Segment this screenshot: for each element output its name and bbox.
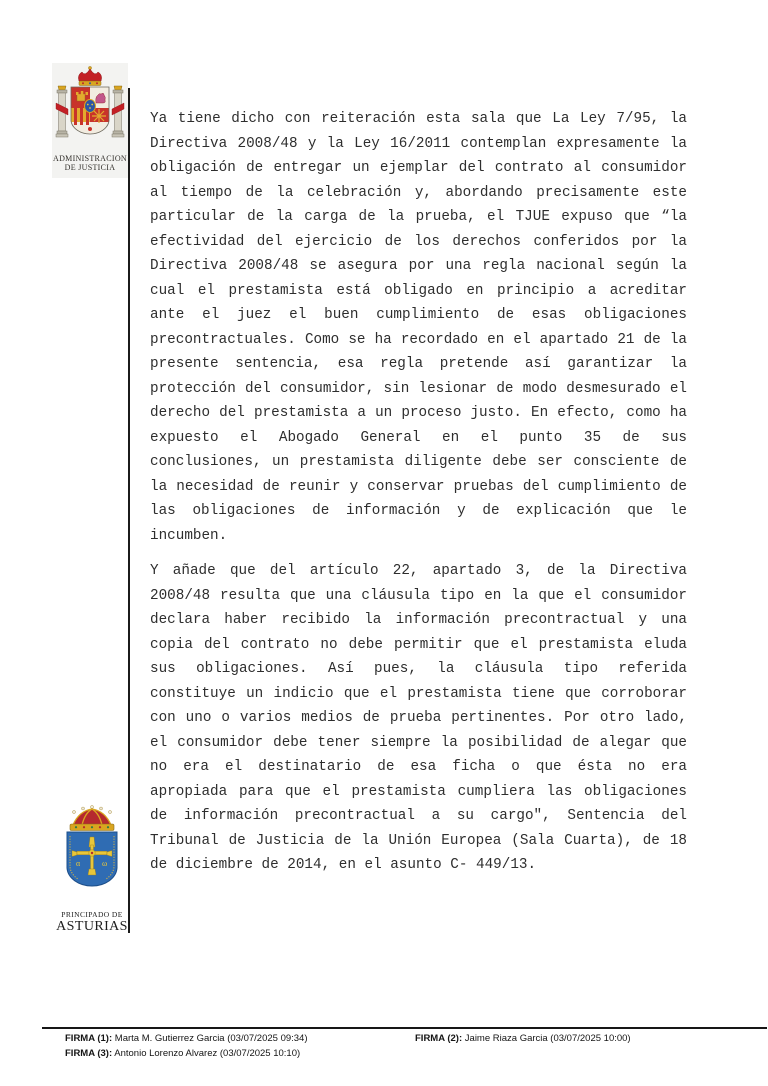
text-line: conclusiones, un prestamista diligente debe ser consciente de [150, 454, 687, 470]
text-line: Y añade que del artículo 22, apartado 3, de la Directiva [150, 563, 687, 579]
left-margin-rule [128, 88, 130, 933]
alpha-glyph: α [76, 859, 81, 868]
administracion-caption-line2: DE JUSTICIA [64, 163, 116, 172]
text-line: incumben. [150, 527, 228, 544]
text-line: las obligaciones de información y de explicación que le [150, 503, 687, 519]
text-line: constituye un indicio que el prestamista tiene que corroborar [150, 685, 687, 702]
text-line: con uno o varios medios de prueba pertinentes. Por otro lado, [150, 710, 687, 726]
signature-value: Jaime Riaza Garcia (03/07/2025 10:00) [462, 1033, 631, 1044]
signature-label: FIRMA (1): [65, 1033, 113, 1044]
paragraph [150, 559, 687, 878]
signature-entry [65, 1048, 415, 1060]
text-line: Ya tiene dicho con reiteración esta sala que La Ley 7/95, la [150, 111, 687, 127]
signature-block [65, 1033, 735, 1060]
administracion-de-justicia-emblem [52, 63, 128, 178]
text-line: protección del consumidor, sin lesionar de modo desmesurado el [150, 380, 687, 397]
text-line: cual el prestamista está obligado en principio a acreditar [150, 282, 687, 299]
signature-value: Antonio Lorenzo Alvarez (03/07/2025 10:10) [112, 1048, 301, 1059]
signature-entry [415, 1033, 735, 1045]
text-line: sus obligaciones. Así pues, la cláusula tipo referida [150, 661, 687, 677]
signature-value: Marta M. Gutierrez Garcia (03/07/2025 09:34) [112, 1033, 308, 1044]
text-line: de diciembre de 2014, en el asunto C- 449/13. [150, 857, 537, 873]
text-line: de información precontractual a su cargo", Sentencia del [150, 808, 687, 824]
judgment-body-text [150, 107, 687, 889]
signature-label: FIRMA (2): [415, 1033, 463, 1044]
text-line: apropiada para que el prestamista cumpliera las obligaciones [150, 783, 687, 800]
text-line: 2008/48 resulta que una cláusula tipo en la que el consumidor [150, 587, 687, 604]
omega-glyph: ω [102, 859, 108, 868]
asturias-coat-of-arms-icon [59, 803, 125, 903]
text-line: derecho del prestamista a un proceso justo. En efecto, como ha [150, 405, 687, 421]
text-line: particular de la carga de la prueba, el TJUE expuso que “la [150, 209, 687, 225]
spain-coat-of-arms-icon [54, 65, 126, 149]
administracion-caption-line1: ADMINISTRACION [53, 154, 127, 163]
footer-rule [42, 1027, 767, 1029]
paragraph [150, 107, 687, 548]
asturias-caption-line2: ASTURIAS [56, 919, 128, 934]
text-line: copia del contrato no debe permitir que el prestamista eluda [150, 636, 687, 653]
text-line: Tribunal de Justicia de la Unión Europea (Sala Cuarta), de 18 [150, 832, 687, 849]
signature-label: FIRMA (3): [65, 1048, 113, 1059]
text-line: al tiempo de la celebración y, abordando precisamente este [150, 184, 687, 201]
signature-entry [65, 1033, 415, 1045]
text-line: ante el juez el buen cumplimiento de esas obligaciones [150, 307, 687, 323]
text-line: declara haber recibido la información precontractual y una [150, 612, 687, 628]
text-line: la necesidad de reunir y conservar pruebas del cumplimiento de [150, 478, 687, 495]
text-line: Directiva 2008/48 y la Ley 16/2011 contemplan expresamente la [150, 135, 687, 152]
text-line: presente sentencia, esa regla pretende así garantizar la [150, 356, 687, 372]
text-line: efectividad del ejercicio de los derechos conferidos por la [150, 233, 687, 250]
text-line: obligación de entregar un ejemplar del contrato al consumidor [150, 160, 687, 176]
asturias-caption-line1: PRINCIPADO DE [61, 910, 123, 919]
text-line: el consumidor debe tener siempre la posibilidad de alegar que [150, 734, 687, 751]
text-line: no era el destinatario de esa ficha o que ésta no era [150, 759, 687, 775]
text-line: precontractuales. Como se ha recordado en el apartado 21 de la [150, 331, 687, 348]
text-line: expuesto el Abogado General en el punto 35 de sus [150, 429, 687, 446]
text-line: Directiva 2008/48 se asegura por una regla nacional según la [150, 258, 687, 274]
principado-de-asturias-emblem [56, 803, 128, 934]
